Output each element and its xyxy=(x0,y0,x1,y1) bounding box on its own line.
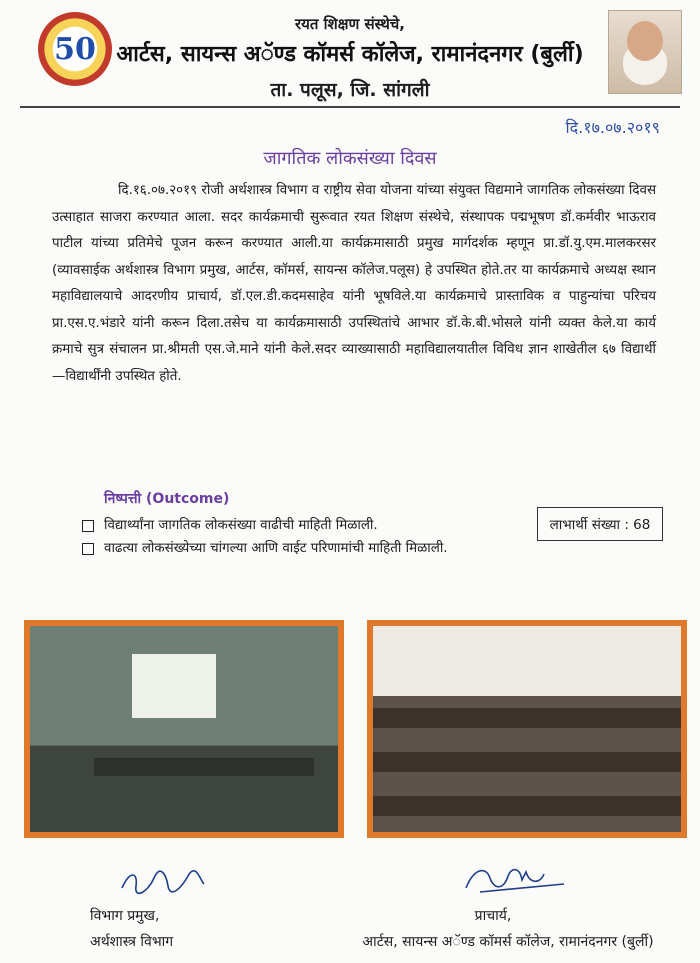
institution-name: रयत शिक्षण संस्थेचे, xyxy=(295,15,405,33)
beneficiary-count-box: लाभार्थी संख्या : 68 xyxy=(537,507,663,541)
hod-department: अर्थशास्त्र विभाग xyxy=(90,934,174,950)
founder-portrait xyxy=(608,10,682,94)
principal-signature xyxy=(460,862,570,898)
principal-title: प्राचार्य, xyxy=(474,908,512,924)
outcome-heading: निष्पत्ती (Outcome) xyxy=(104,491,230,507)
principal-college: आर्टस, सायन्स अॅण्ड कॉमर्स कॉलेज, रामानंदनगर (बुर्ली) xyxy=(362,934,654,950)
event-photo-audience xyxy=(367,620,687,838)
college-location: ता. पलूस, जि. सांगली xyxy=(270,79,430,101)
hod-signature xyxy=(118,868,208,896)
college-name: आर्टस, सायन्स अॅण्ड कॉमर्स कॉलेज, रामानंदनगर (बुर्ली) xyxy=(116,42,584,67)
event-title: जागतिक लोकसंख्या दिवस xyxy=(263,148,437,169)
document-date: दि.१७.०७.२०१९ xyxy=(565,118,660,137)
principal-signature-block xyxy=(348,903,668,955)
outcome-item-text: विद्यार्थ्यांना जागतिक लोकसंख्या वाढीची माहिती मिळाली. xyxy=(104,518,378,533)
outcome-item xyxy=(82,514,462,537)
event-photo-speakers xyxy=(24,620,344,838)
letterhead xyxy=(0,0,700,108)
hod-title: विभाग प्रमुख, xyxy=(90,908,160,924)
hod-signature-block xyxy=(90,903,173,955)
header-divider xyxy=(20,106,680,108)
outcome-item-text: वाढत्या लोकसंख्येच्या चांगल्या आणि वाईट परिणामांची माहिती मिळाली. xyxy=(104,541,448,556)
checkbox-icon xyxy=(82,543,94,555)
outcome-item xyxy=(82,537,462,560)
outcome-list xyxy=(82,514,462,560)
checkbox-icon xyxy=(82,520,94,532)
event-report-paragraph: दि.१६.०७.२०१९ रोजी अर्थशास्त्र विभाग व राष्ट्रीय सेवा योजना यांच्या संयुक्त विद्यमाने जागतिक लोकसंख्या दिवस उत्साहात साजरा करण्यात आला. सदर कार्यक्रमाची सुरूवात रयत शिक्षण संस्थेचे, संस्थापक पद्मभूषण डॉ.कर्मवीर भाऊराव पाटील यांच्या प्रतिमेचे पूजन करून करण्यात आली.या कार्यक्रमासाठी प्रमुख मार्गदर्शक म्हणून प्रा.डॉ.यु.एम.मालकरसर (व्यावसाईक अर्थशास्त्र विभाग प्रमुख, आर्टस, कॉमर्स, सायन्स कॉलेज.पलूस) हे उपस्थित होते.तर या कार्यक्रमाचे अध्यक्ष स्थान महाविद्यालयाचे आदरणीय प्राचार्य, डॉ.एल.डी.कदमसाहेव यांनी भूषविले.या कार्यक्रमाचे प्रास्ताविक व पाहुन्यांचा परिचय प्रा.एस.ए.भंडारे यांनी करून दिला.तसेच या कार्यक्रमासाठी उपस्थितांचे आभार डॉ.के.बी.भोसले यांनी व्यक्त केले.या कार्य क्रमाचे सुत्र संचालन प्रा.श्रीमती एस.जे.माने यांनी केले.सदर व्याख्यासाठी महाविद्यालयातील विविध ज्ञान शाखेतील ६७ विद्यार्थी—विद्यार्थींनी उपस्थित होते. xyxy=(52,183,656,384)
logo-fifty-text: 50 xyxy=(54,31,96,67)
